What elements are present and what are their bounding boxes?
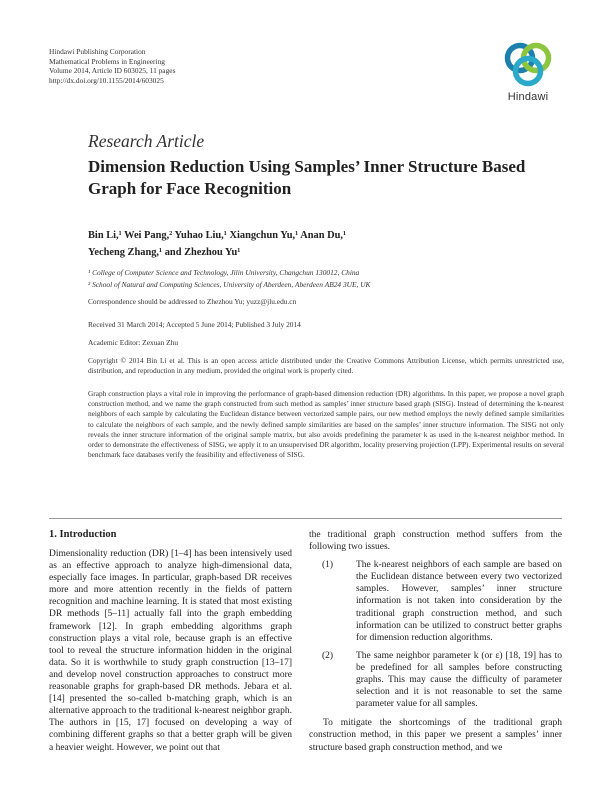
hindawi-logo — [494, 36, 562, 108]
author-line: Yecheng Zhang,¹ and Zhezhou Yu¹ — [88, 247, 241, 258]
author-line: Bin Li,¹ Wei Pang,² Yuhao Liu,¹ Xiangchun Yu,¹ Anan Du,¹ — [88, 230, 347, 241]
intro-paragraph-continued: the traditional graph construction method suffers from the following two issues. — [309, 530, 562, 553]
right-column — [309, 529, 562, 754]
title-line: Graph for Face Recognition — [88, 178, 292, 198]
journal-name: Mathematical Problems in Engineering — [49, 56, 165, 66]
intro-paragraph-2: To mitigate the shortcomings of the traditional graph construction method, in this paper we present a samples’ inner structure based graph construction method, and we — [309, 718, 562, 753]
title-line: Dimension Reduction Using Samples’ Inner Structure Based — [88, 157, 526, 176]
list-number: (2) — [322, 650, 334, 661]
publisher-info — [49, 47, 175, 85]
publisher-name: Hindawi Publishing Corporation — [49, 47, 146, 56]
intro-paragraph-1: Dimensionality reduction (DR) [1–4] has been intensively used as an effective approach to analyze high-dimensional data, especially face images. In particular, graph-based DR receives more and more attention recently in the fields of pattern recognition and machine learning. It is stated that most existing DR methods [5–11] actually fall into the graph embedding framework [12]. In graph embedding algorithms graph construction plays a vital role, because graph is an effective tool to reveal the structure information hidden in the original data. So it is worthwhile to study graph construction [13–17] and develop novel construction approaches to construct more reasonable graphs for graph-based DR methods. Jebara et al. [14] presented the so-called b-matching graph, which is an alternative approach to the traditional k-nearest neighbor graph. The authors in [15, 17] focused on developing a way of combining different graphs so that a better graph will be given a heavier weight. However, we point out that — [49, 549, 292, 753]
doi-link[interactable]: http://dx.doi.org/10.1155/2014/603025 — [49, 75, 164, 85]
copyright-notice: Copyright © 2014 Bin Li et al. This is an open access article distributed under the Creative Commons Attribution License, which permits unrestricted use, distribution, and reproduction in any medium, provided the original work is properly cited. — [88, 356, 564, 376]
list-item — [309, 559, 562, 644]
abstract: Graph construction plays a vital role in improving the performance of graph-based dimension reduction (DR) algorithms. In this paper, we propose a novel graph construction method, and we name the graph constructed from such method as samples’ inner structure based graph (SISG). Instead of determining the k-nearest neighbors of each sample by calculating the Euclidean distance between vectorized sample pairs, our new method employs the newly defined sample similarities to calculate the neighbors of each sample, and the newly defined sample similarities are based on the samples’ inner structure information. The SISG not only reveals the inner structure information of the original sample matrix, but also avoids predefining the parameter k as used in the k-nearest neighbor method. In order to demonstrate the effectiveness of SISG, we apply it to an unsupervised DR algorithm, locality preserving projection (LPP). Experimental results on several benchmark face databases verify the feasibility and effectiveness of SISG. — [88, 389, 564, 460]
affiliation-1: ¹ College of Computer Science and Technology, Jilin University, Changchun 130012, China — [88, 268, 360, 277]
section-heading-introduction: 1. Introduction — [49, 529, 117, 540]
list-item — [309, 650, 562, 710]
affiliation-2: ² School of Natural and Computing Sciences, University of Aberdeen, Aberdeen AB24 3UE, UK — [88, 279, 371, 289]
affiliations — [88, 267, 370, 290]
list-number: (1) — [322, 560, 334, 571]
hindawi-logo-icon — [494, 36, 562, 92]
logo-text: Hindawi — [507, 91, 549, 103]
article-type: Research Article — [88, 131, 205, 151]
correspondence: Correspondence should be addressed to Zhezhou Yu; yuzz@jlu.edu.cn — [88, 297, 297, 306]
dates: Received 31 March 2014; Accepted 5 June 2014; Published 3 July 2014 — [88, 320, 301, 329]
volume-info: Volume 2014, Article ID 603025, 11 pages — [49, 66, 176, 76]
section-divider — [49, 518, 562, 519]
list-text: The k-nearest neighbors of each sample are based on the Euclidean distance between every two vectorized samples. However, samples’ inner structure information is not taken into consideration by the traditional graph construction method, and such information can be utilized to construct better graphs for dimension reduction algorithms. — [356, 560, 562, 643]
academic-editor: Academic Editor: Zexuan Zhu — [88, 338, 179, 347]
list-text: The same neighbor parameter k (or ε) [18, 19] has to be predefined for all samples before constructing graphs. This may cause the difficulty of parameter selection and it is not reasonable to set the same parameter value for all samples. — [356, 650, 562, 710]
author-list — [88, 227, 346, 261]
paper-title — [88, 156, 548, 199]
